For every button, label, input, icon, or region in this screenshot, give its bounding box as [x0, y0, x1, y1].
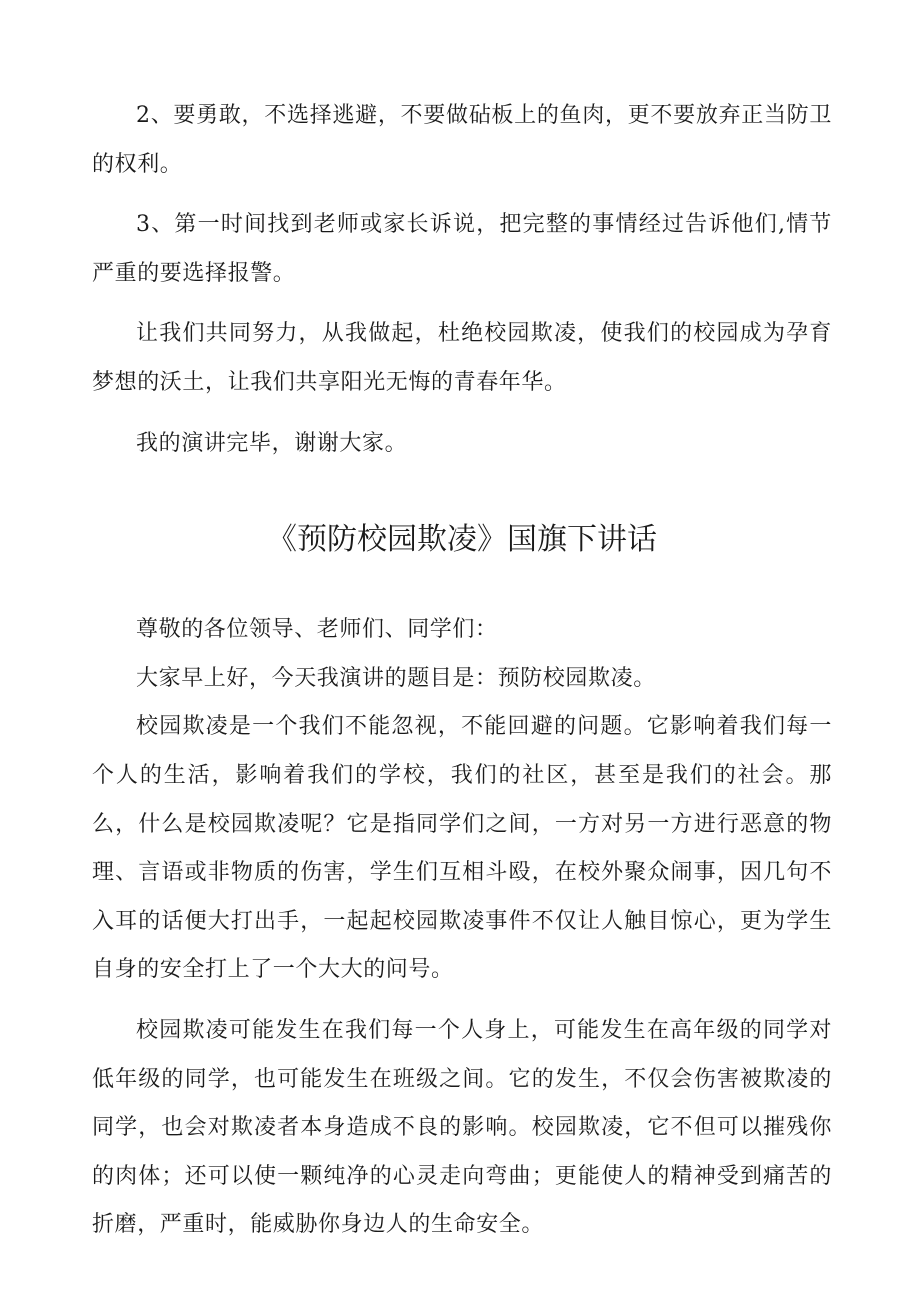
paragraph-impact: 校园欺凌可能发生在我们每一个人身上，可能发生在高年级的同学对低年级的同学，也可能发生在班级之间。它的发生，不仅会伤害被欺凌的同学，也会对欺凌者本身造成不良的影响。校园欺凌，它不但可以摧残你的肉体；还可以使一颗纯净的心灵走向弯曲；更能使人的精神受到痛苦的折磨，严重时，能威胁你身边人的生命安全。	[92, 1017, 832, 1238]
paragraph-definition: 校园欺凌是一个我们不能忽视，不能回避的问题。它影响着我们每一个人的生活，影响着我们的学校，我们的社区，甚至是我们的社会。那么，什么是校园欺凌呢？它是指同学们之间，一方对另一方进行恶意的物理、言语或非物质的伤害，学生们互相斗殴，在校外聚众闹事，因几句不入耳的话便大打出手，一起起校园欺凌事件不仅让人触目惊心，更为学生自身的安全打上了一个大大的问号。	[92, 714, 832, 983]
paragraph-point-2: 2、要勇敢，不选择逃避，不要做砧板上的鱼肉，更不要放弃正当防卫的权利。	[92, 103, 832, 177]
paragraph-greeting: 尊敬的各位领导、老师们、同学们：	[136, 617, 498, 643]
paragraph-point-3: 3、第一时间找到老师或家长诉说，把完整的事情经过告诉他们,情节严重的要选择报警。	[92, 212, 832, 286]
paragraph-call-to-action: 让我们共同努力，从我做起，杜绝校园欺凌，使我们的校园成为孕育梦想的沃土，让我们共享阳光无悔的青春年华。	[92, 321, 832, 395]
paragraph-closing: 我的演讲完毕，谢谢大家。	[136, 430, 408, 456]
paragraph-topic-intro: 大家早上好，今天我演讲的题目是：预防校园欺凌。	[136, 665, 656, 691]
document-body	[92, 92, 832, 1250]
speech-title: 《预防校园欺凌》国旗下讲话	[267, 522, 657, 558]
